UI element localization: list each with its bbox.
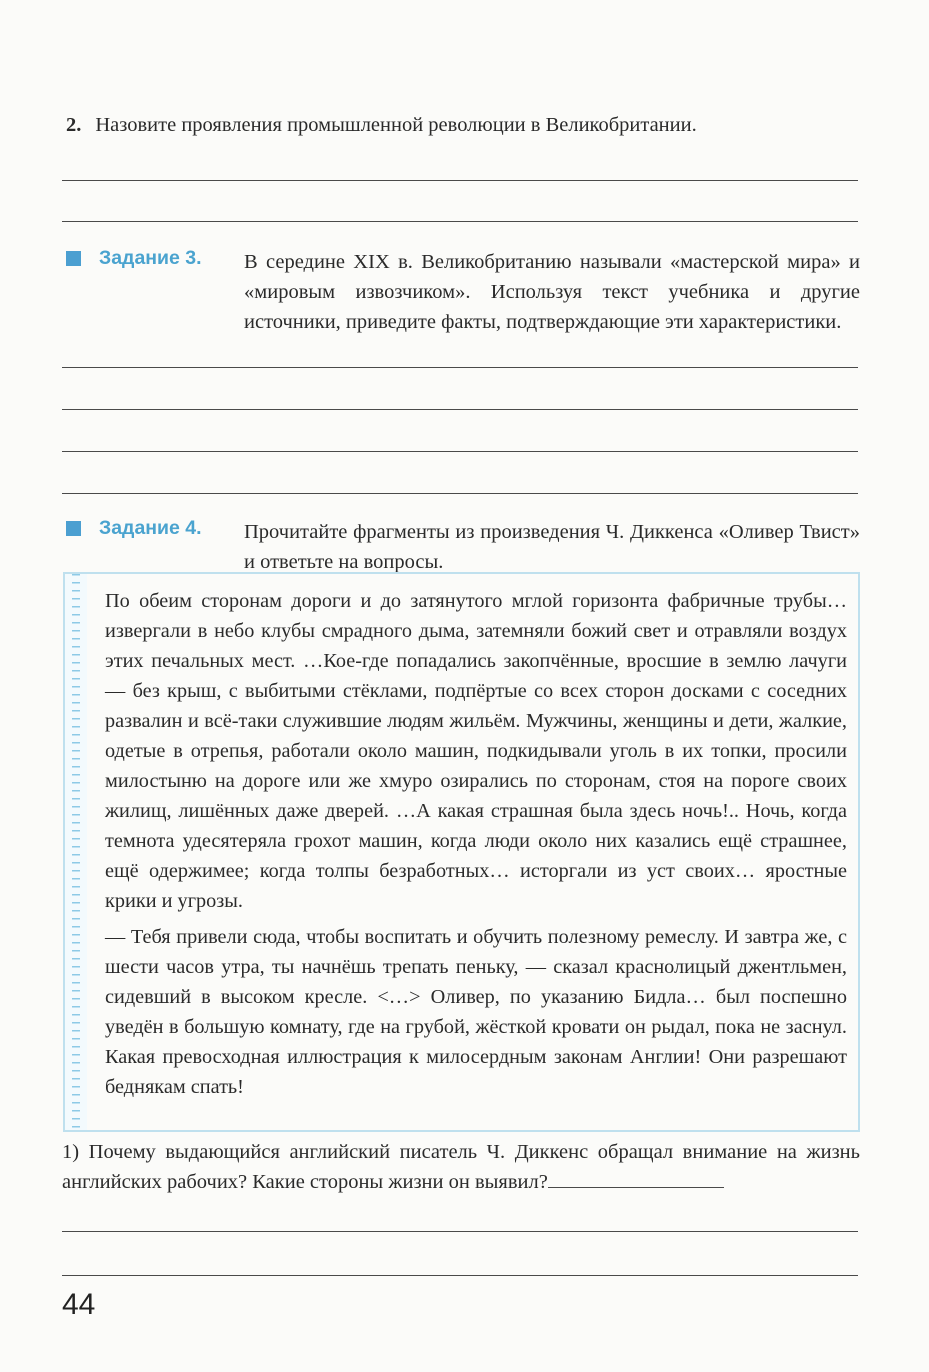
question-1-text: 1) Почему выдающийся английский писатель Ч. Диккенс обращал внимание на жизнь английских рабочих? Какие стороны жизни он выявил? (62, 1141, 860, 1193)
answer-blank-inline[interactable] (548, 1169, 724, 1188)
answer-line-t3-3[interactable] (62, 451, 858, 452)
task-3-label (66, 247, 202, 270)
question-2-number: 2. (66, 114, 82, 136)
answer-line-t3-1[interactable] (62, 367, 858, 368)
task-4-label-text: Задание 4. (99, 517, 202, 539)
task-3-text: В середине XIX в. Великобританию называли «мастерской мира» и «мировым извозчиком». Используя текст учебника и другие источники, приведите факты, подтверждающие эти характеристики. (244, 251, 860, 333)
answer-line-q1-1[interactable] (62, 1231, 858, 1232)
page-number: 44 (62, 1288, 96, 1321)
quote-paragraph-1: По обеим сторонам дороги и до затянутого мглой горизонта фабричные трубы… извергали в небо клубы смрадного дыма, затемняли божий свет и отравляли воздух этих печальных мест. …Кое-где попадались закопчённые, вросшие в землю лачуги — без крыш, с выбитыми стёклами, подпёртые со всех сторон досками с соседних развалин и всё-таки служившие людям жильём. Мужчины, женщины и дети, жалкие, одетые в отрепья, работали около машин, подкидывали уголь в их топки, просили милостыню на дороге или же хмуро озирались по сторонам, стоя на пороге своих жилищ, лишённых даже дверей. …А какая страшная была здесь ночь!.. Ночь, когда темнота удесятеряла грохот машин, когда люди около них казались ещё страшнее, ещё одержимее; когда толпы безработных… исторгали из уст своих… яростные крики и угрозы. (105, 590, 847, 912)
task-4-text: Прочитайте фрагменты из произведения Ч. Диккенса «Оливер Твист» и ответьте на вопросы. (244, 521, 860, 573)
question-2 (66, 114, 697, 137)
decorative-border-strip (65, 574, 87, 1130)
task-3-label-text: Задание 3. (99, 247, 202, 269)
question-1 (62, 1137, 860, 1197)
quote-box (63, 572, 860, 1132)
answer-line-q2-1[interactable] (62, 180, 858, 181)
quote-paragraph-2: — Тебя привели сюда, чтобы воспитать и обучить полезному ремеслу. И завтра же, с шести часов утра, ты начнёшь трепать пеньку, — сказал краснолицый джентльмен, сидевший в высоком кресле. <…> Оливер, по указанию Бидла… был поспешно уведён в большую комнату, где на грубой, жёсткой кровати он рыдал, пока не заснул. Какая превосходная иллюстрация к милосердным законам Англии! Они разрешают беднякам спать! (105, 926, 847, 1098)
square-bullet-icon (66, 521, 81, 536)
question-2-text: Назовите проявления промышленной революции в Великобритании. (95, 114, 697, 136)
square-bullet-icon (66, 251, 81, 266)
task-4-label (66, 517, 202, 540)
answer-line-q2-2[interactable] (62, 221, 858, 222)
answer-line-t3-4[interactable] (62, 493, 858, 494)
answer-line-q1-2[interactable] (62, 1275, 858, 1276)
quote-text (105, 586, 847, 1102)
answer-line-t3-2[interactable] (62, 409, 858, 410)
